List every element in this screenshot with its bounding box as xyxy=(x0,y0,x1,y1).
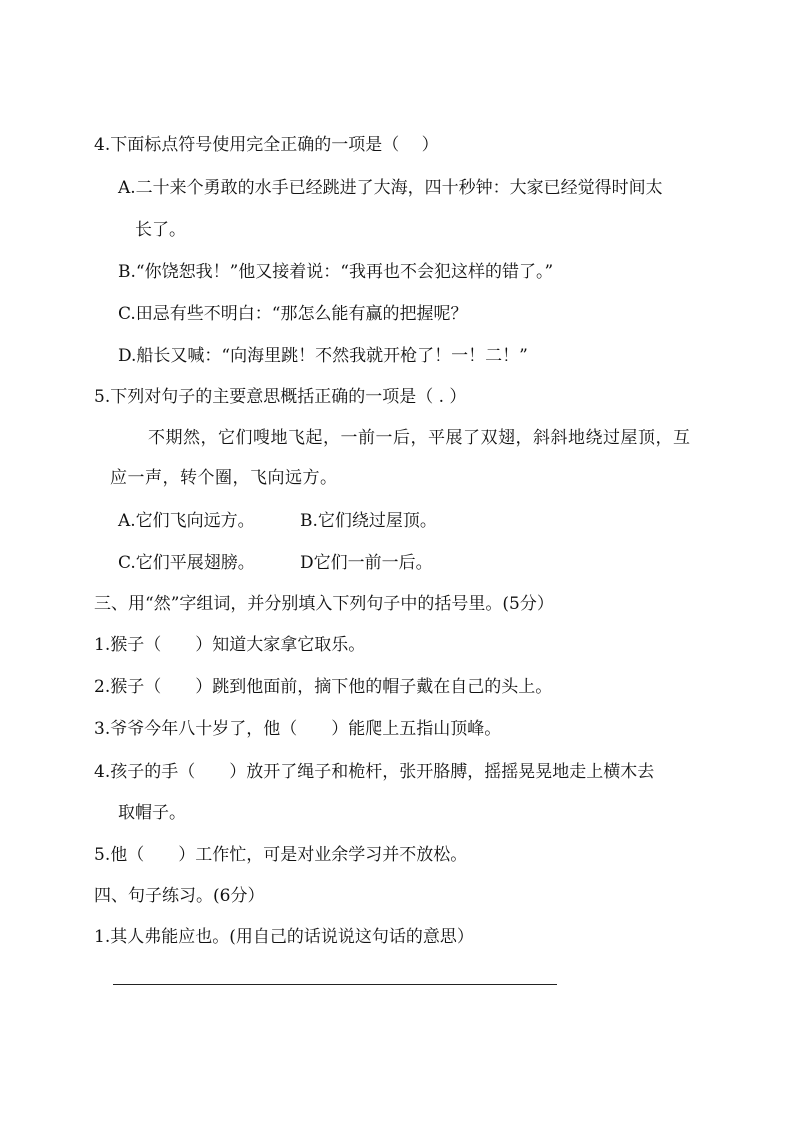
section4-sentence-1: 1.其人弗能应也。(用自己的话说说这句话的意思） xyxy=(94,927,474,947)
q5-option-c: C.它们平展翅膀。 xyxy=(118,553,255,573)
q4-option-b: B.“你饶恕我！”他又接着说：“我再也不会犯这样的错了。” xyxy=(118,262,554,282)
section3-heading: 三、用“然”字组词，并分别填入下列句子中的括号里。(5分） xyxy=(94,594,554,614)
q5-option-a: A.它们飞向远方。 xyxy=(118,511,255,531)
q4-stem: 4.下面标点符号使用完全正确的一项是（ ） xyxy=(94,135,439,155)
q5-passage-line2: 应一声，转个圈，飞向远方。 xyxy=(110,468,338,488)
section4-heading: 四、句子练习。(6分） xyxy=(94,886,265,906)
q5-stem: 5.下列对句子的主要意思概括正确的一项是（ . ） xyxy=(94,387,467,407)
section3-sentence-1: 1.猴子（ ）知道大家拿它取乐。 xyxy=(94,635,366,655)
q4-option-d: D.船长又喊：“向海里跳！不然我就开枪了！一！二！” xyxy=(118,346,528,366)
q5-passage-line1: 不期然，它们嗖地飞起，一前一后，平展了双翅，斜斜地绕过屋顶，互 xyxy=(148,428,691,448)
q4-option-a-line2: 长了。 xyxy=(135,220,186,240)
section3-sentence-5: 5.他（ ）工作忙，可是对业余学习并不放松。 xyxy=(94,845,468,865)
q4-option-c: C.田忌有些不明白：“那怎么能有赢的把握呢？ xyxy=(118,304,468,324)
section3-sentence-3: 3.爷爷今年八十岁了，他（ ）能爬上五指山顶峰。 xyxy=(94,719,502,739)
q5-option-b: B.它们绕过屋顶。 xyxy=(300,511,437,531)
q5-option-d: D它们一前一后。 xyxy=(300,553,433,573)
section3-sentence-2: 2.猴子（ ）跳到他面前，摘下他的帽子戴在自己的头上。 xyxy=(94,677,553,697)
answer-blank-line[interactable] xyxy=(113,984,557,985)
section3-sentence-4-line1: 4.孩子的手（ ）放开了绳子和桅杆，张开胳膊，摇摇晃晃地走上横木去 xyxy=(94,762,655,782)
section3-sentence-4-line2: 取帽子。 xyxy=(118,803,186,823)
q4-option-a-line1: A.二十来个勇敢的水手已经跳进了大海，四十秒钟：大家已经觉得时间太 xyxy=(118,178,663,198)
